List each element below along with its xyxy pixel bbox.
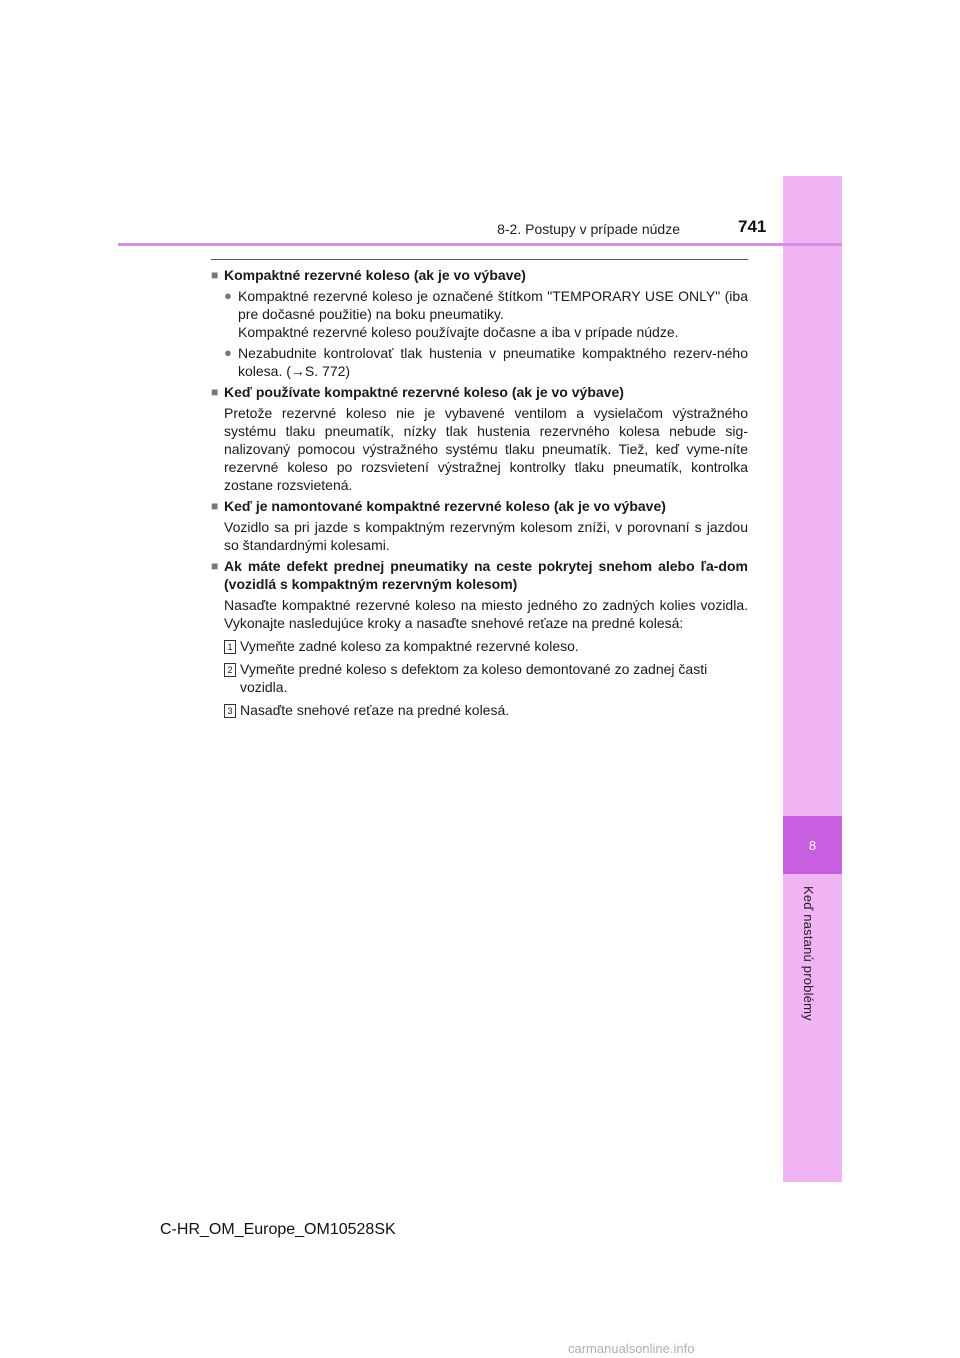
step-item xyxy=(224,660,748,696)
step-number: 2 xyxy=(224,663,236,677)
header-rule xyxy=(118,243,842,246)
watermark: carmanualsonline.info xyxy=(568,1341,695,1356)
block-heading: ■ Keď používate kompaktné rezervné koleso (ak je vo výbave) xyxy=(211,384,624,400)
square-bullet-icon: ■ xyxy=(211,499,219,513)
list-item: ● Kompaktné rezervné koleso je označené štítkom "TEMPORARY USE ONLY" (iba pre dočasné použitie) na boku pneumatiky. Kompaktné rezervné koleso používajte dočasne a iba v prípade núdze. xyxy=(224,288,748,340)
paragraph: Vozidlo sa pri jazde s kompaktným rezervným kolesom zníži, v porovnaní s jazdou so štandardnými kolesami. xyxy=(224,519,748,553)
square-bullet-icon: ■ xyxy=(211,385,219,399)
block-heading: ■ Keď je namontované kompaktné rezervné koleso (ak je vo výbave) xyxy=(211,498,666,514)
circle-bullet-icon: ● xyxy=(224,345,232,360)
paragraph: Nasaďte kompaktné rezervné koleso na miesto jedného zo zadných kolies vozidla. Vykonajte nasledujúce kroky a nasaďte snehové reťaze na predné kolesá: xyxy=(224,597,748,631)
step-text: Vymeňte predné koleso s defektom za koleso demontované zo zadnej časti vozidla. xyxy=(240,661,708,695)
step-number: 3 xyxy=(224,704,236,718)
paragraph: Pretože rezervné koleso nie je vybavené ventilom a vysielačom výstražného systému tlaku pneumatík, nízky tlak hustenia rezervného kolesa nebude sig-nalizovaný pomocou výstražného systému tlaku pneumatík. Tiež, keď vyme-níte rezervné koleso po rozsvietení výstražnej kontrolky tlaku pneumatík, kontrolka zostane rozsvietená. xyxy=(224,405,748,493)
circle-bullet-icon: ● xyxy=(224,288,232,303)
chapter-number: 8 xyxy=(808,837,817,853)
square-bullet-icon: ■ xyxy=(211,268,219,282)
step-item xyxy=(224,701,748,719)
document-footer: C-HR_OM_Europe_OM10528SK xyxy=(160,1221,396,1238)
page-content xyxy=(211,266,748,722)
step-number: 1 xyxy=(224,640,236,654)
chapter-number-box xyxy=(783,816,842,874)
block-heading: ■ Ak máte defekt prednej pneumatiky na ceste pokrytej snehom alebo ľa-dom (vozidlá s kompaktným rezervným kolesom) xyxy=(211,558,748,592)
step-item xyxy=(224,637,748,655)
chapter-title: Keď nastanú problémy xyxy=(801,886,816,1021)
step-text: Nasaďte snehové reťaze na predné kolesá. xyxy=(240,702,510,718)
list-item: ● Nezabudnite kontrolovať tlak hustenia v pneumatike kompaktného rezerv-ného kolesa. (→S. 772) xyxy=(224,345,748,379)
section-title: 8-2. Postupy v prípade núdze xyxy=(497,221,680,237)
content-top-rule xyxy=(211,259,748,260)
square-bullet-icon: ■ xyxy=(211,559,219,573)
block-heading: ■ Kompaktné rezervné koleso (ak je vo výbave) xyxy=(211,267,526,283)
chapter-side-tab xyxy=(783,176,842,1182)
step-text: Vymeňte zadné koleso za kompaktné rezervné koleso. xyxy=(240,638,579,654)
page-number: 741 xyxy=(738,217,767,236)
